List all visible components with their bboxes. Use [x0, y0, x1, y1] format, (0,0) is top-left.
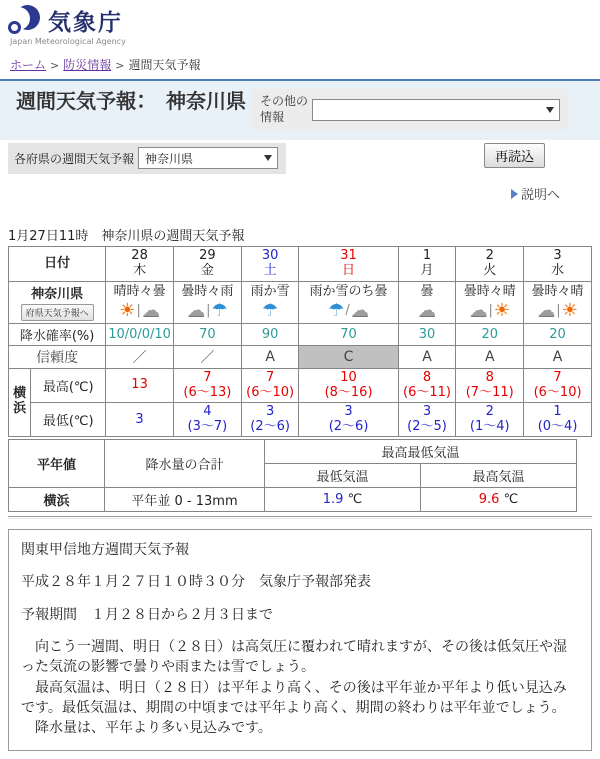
bulletin-body: 向こう一週間、明日（２８日）は高気圧に覆われて晴れますが、その後は低気圧や湿った気流の影響で曇りや雨または雪でしょう。	[21, 638, 567, 676]
min-temp-cell: 3 (2～6)	[241, 402, 299, 436]
breadcrumb-separator: >	[115, 59, 125, 72]
forecast-table	[8, 246, 592, 437]
other-info-box	[252, 89, 568, 130]
precip-normal-value: 平年並 0 - 13mm	[105, 488, 265, 512]
normals-city: 横浜	[9, 488, 105, 512]
slash-icon: /	[345, 302, 350, 318]
bar-icon: |	[556, 302, 561, 318]
section-divider	[8, 516, 592, 519]
weather-cell: 曇 ☁	[398, 282, 456, 324]
reliability-cell: ／	[106, 345, 174, 368]
min-temp-cell: 3	[106, 402, 174, 436]
umbrella-icon: ☂	[328, 299, 345, 321]
max-temp-label: 最高(℃)	[31, 368, 106, 402]
pref-select-box	[8, 143, 286, 174]
sun-icon: ☀	[561, 299, 578, 321]
page-header	[0, 0, 600, 48]
bulletin-body: 降水量は、平年より多い見込みです。	[21, 720, 272, 737]
reliability-row	[9, 345, 592, 368]
weather-cell: 雨か雪のち曇 ☂/☁	[299, 282, 398, 324]
reliability-cell: A	[456, 345, 524, 368]
page-title: 週間天気予報： 神奈川県	[16, 89, 246, 113]
umbrella-icon: ☂	[211, 299, 228, 321]
prefecture-forecast-button[interactable]: 府県天気予報へ	[21, 304, 94, 321]
breadcrumb-disaster-link[interactable]: 防災情報	[63, 58, 112, 72]
pop-row	[9, 323, 592, 345]
weather-row	[9, 282, 592, 324]
date-cell-saturday: 30 土	[241, 247, 299, 282]
max-temp-normal-value: 9.6 ℃	[421, 488, 577, 512]
bar-icon: |	[206, 302, 211, 318]
weather-cell: 雨か雪 ☂	[241, 282, 299, 324]
reliability-cell: A	[241, 345, 299, 368]
explain-link[interactable]: 説明へ	[511, 188, 560, 203]
min-temp-row	[9, 402, 592, 436]
cloud-icon: ☁	[187, 299, 206, 321]
date-row-label: 日付	[9, 247, 106, 282]
max-temp-cell: 8 (6～11)	[398, 368, 456, 402]
min-temp-cell: 4 (3～7)	[173, 402, 241, 436]
controls-row	[0, 143, 600, 174]
pref-select-label: 各府県の週間天気予報	[14, 151, 135, 166]
date-cell-sunday: 31 日	[299, 247, 398, 282]
title-band	[0, 81, 600, 140]
cloud-icon: ☁	[350, 299, 369, 321]
reliability-cell: ／	[173, 345, 241, 368]
pop-cell: 30	[398, 323, 456, 345]
breadcrumb-current: 週間天気予報	[128, 58, 201, 72]
date-cell: 28 木	[106, 247, 174, 282]
pop-cell: 90	[241, 323, 299, 345]
cloud-icon: ☁	[469, 299, 488, 321]
max-temp-cell: 13	[106, 368, 174, 402]
umbrella-icon: ☂	[262, 299, 279, 321]
sun-icon: ☀	[119, 299, 136, 321]
reliability-cell: A	[524, 345, 592, 368]
agency-name-en: Japan Meteorological Agency	[10, 37, 126, 46]
precip-total-label: 降水量の合計	[105, 440, 265, 488]
date-cell: 2 火	[456, 247, 524, 282]
cloud-icon: ☁	[537, 299, 556, 321]
breadcrumb	[0, 48, 600, 79]
max-temp-cell: 7 (6～10)	[241, 368, 299, 402]
pop-cell: 70	[299, 323, 398, 345]
normals-label: 平年値	[9, 440, 105, 488]
area-name: 神奈川県	[31, 287, 84, 303]
cloud-icon: ☁	[141, 299, 160, 321]
bulletin-box	[8, 529, 592, 751]
bulletin-period: 予報期間 １月２８日から２月３日まで	[21, 606, 273, 623]
min-temp-cell: 1 (0～4)	[524, 402, 592, 436]
date-cell: 1 月	[398, 247, 456, 282]
date-row	[9, 247, 592, 282]
pop-cell: 10/0/0/10	[106, 323, 174, 345]
jma-logo-icon	[8, 5, 42, 35]
date-cell: 3 水	[524, 247, 592, 282]
min-temp-label: 最低(℃)	[31, 402, 106, 436]
chevron-down-icon	[546, 107, 554, 113]
date-cell: 29 金	[173, 247, 241, 282]
sun-icon: ☀	[493, 299, 510, 321]
normals-table	[8, 439, 577, 512]
other-info-select[interactable]	[312, 99, 560, 121]
weather-cell: 曇時々晴 ☁|☀	[524, 282, 592, 324]
max-temp-cell: 8 (7～11)	[456, 368, 524, 402]
agency-name: 気象庁	[48, 10, 123, 36]
weather-cell: 曇時々雨 ☁|☂	[173, 282, 241, 324]
bulletin-body: 最高気温は、明日（２８日）は平年より高く、その後は平年並か平年より低い見込みです。最低気温は、期間の中頃までは平年より高く、期間の終わりは平年並でしょう。	[21, 679, 567, 716]
min-temp-cell: 2 (1～4)	[456, 402, 524, 436]
breadcrumb-separator: >	[50, 59, 60, 72]
chevron-down-icon	[264, 155, 272, 161]
max-temp-cell: 7 (6～13)	[173, 368, 241, 402]
min-temp-normal-label: 最低気温	[265, 464, 421, 488]
bar-icon: |	[136, 302, 141, 318]
arrow-right-icon	[511, 189, 518, 199]
max-temp-row	[9, 368, 592, 402]
min-temp-cell: 3 (2～5)	[398, 402, 456, 436]
area-cell	[9, 282, 106, 324]
temp-normals-label: 最高最低気温	[265, 440, 577, 464]
max-temp-cell: 10 (8～16)	[299, 368, 398, 402]
other-info-label: その他の情報	[260, 94, 309, 124]
pop-cell: 20	[456, 323, 524, 345]
weather-cell: 晴時々曇 ☀|☁	[106, 282, 174, 324]
min-temp-normal-value: 1.9 ℃	[265, 488, 421, 512]
breadcrumb-home-link[interactable]: ホーム	[10, 58, 47, 72]
reliability-cell-highlighted: C	[299, 345, 398, 368]
pref-select[interactable]: 神奈川県	[138, 147, 278, 169]
max-temp-cell: 7 (6～10)	[524, 368, 592, 402]
reload-button[interactable]: 再読込	[484, 143, 545, 168]
max-temp-normal-label: 最高気温	[421, 464, 577, 488]
cloud-icon: ☁	[417, 299, 436, 321]
city-label: 横浜	[9, 368, 31, 436]
weather-cell: 曇時々晴 ☁|☀	[456, 282, 524, 324]
pop-cell: 20	[524, 323, 592, 345]
reliability-row-label: 信頼度	[9, 345, 106, 368]
pop-cell: 70	[173, 323, 241, 345]
bulletin-title: 関東甲信地方週間天気予報	[21, 542, 189, 559]
forecast-caption: 1月27日11時 神奈川県の週間天気予報	[8, 229, 245, 245]
bulletin-issued: 平成２８年１月２７日１０時３０分 気象庁予報部発表	[21, 574, 371, 591]
reliability-cell: A	[398, 345, 456, 368]
bar-icon: |	[488, 302, 493, 318]
explain-row	[0, 184, 600, 203]
pop-row-label: 降水確率(%)	[9, 323, 106, 345]
min-temp-cell: 3 (2～6)	[299, 402, 398, 436]
